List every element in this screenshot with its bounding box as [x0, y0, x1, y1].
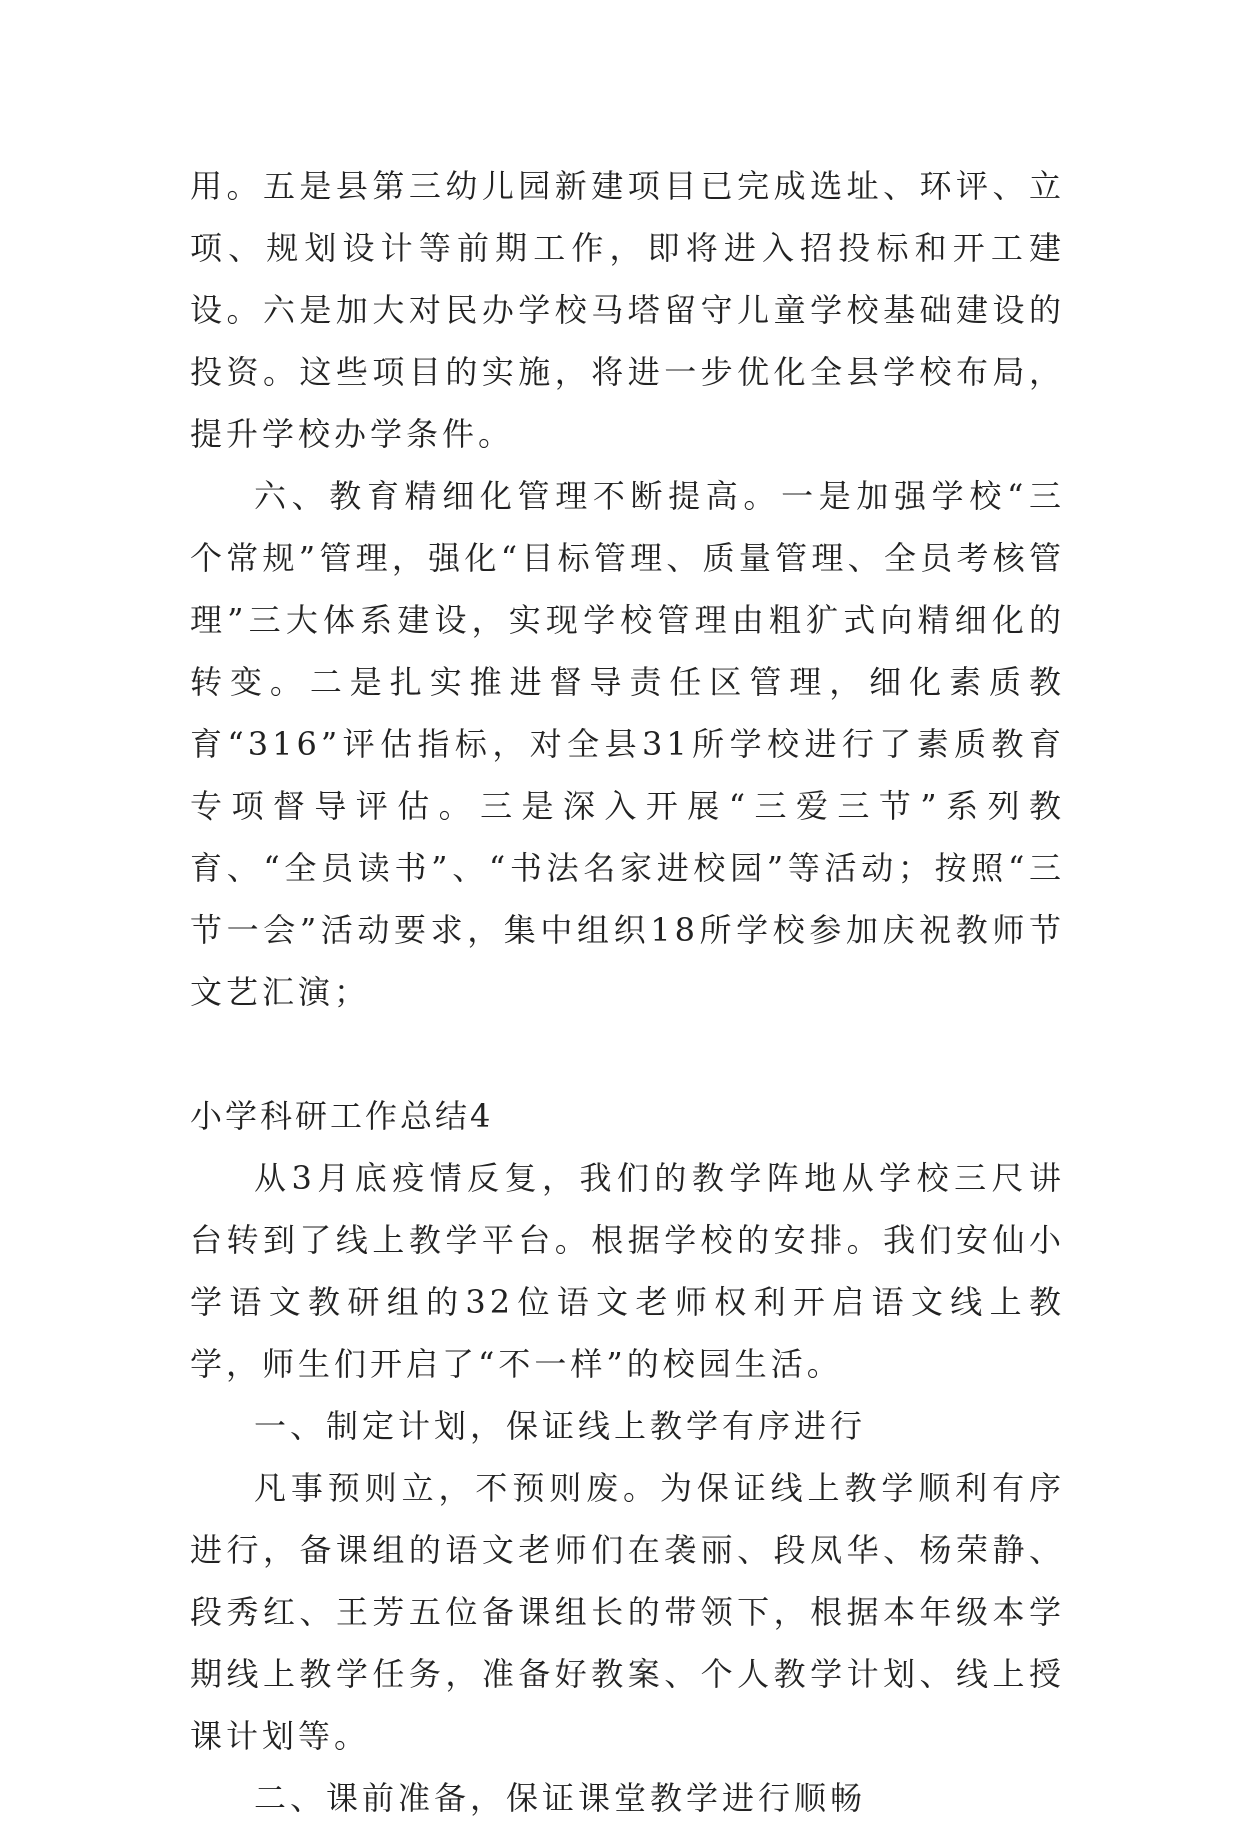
document-body [190, 155, 1065, 1829]
heading-two: 二、课前准备，保证课堂教学进行顺畅 [254, 1779, 867, 1817]
intro-paragraph: 从3月底疫情反复，我们的教学阵地从学校三尺讲台转到了线上教学平台。根据学校的安排。我们安仙小学语文教研组的32位语文老师权利开启语文线上教学，师生们开启了“不一样”的校园生活。 [190, 1159, 1065, 1383]
continuation-paragraph: 用。五是县第三幼儿园新建项目已完成选址、环评、立项、规划设计等前期工作，即将进入招投标和开工建设。六是加大对民办学校马塔留守儿童学校基础建设的投资。这些项目的实施，将进一步优化全县学校布局，提升学校办学条件。 [190, 167, 1065, 453]
paragraph-six: 六、教育精细化管理不断提高。一是加强学校“三个常规”管理，强化“目标管理、质量管理、全员考核管理”三大体系建设，实现学校管理由粗犷式向精细化的转变。二是扎实推进督导责任区管理，细化素质教育“316”评估指标，对全县31所学校进行了素质教育专项督导评估。三是深入开展“三爱三节”系列教育、“全员读书”、“书法名家进校园”等活动；按照“三节一会”活动要求，集中组织18所学校参加庆祝教师节文艺汇演； [190, 477, 1065, 1011]
heading-one: 一、制定计划，保证线上教学有序进行 [254, 1407, 867, 1445]
paragraph-plan: 凡事预则立，不预则废。为保证线上教学顺利有序进行，备课组的语文老师们在袭丽、段凤华、杨荣静、段秀红、王芳五位备课组长的带领下，根据本年级本学期线上教学任务，准备好教案、个人教学计划、线上授课计划等。 [190, 1469, 1065, 1755]
section-title: 小学科研工作总结4 [190, 1097, 494, 1135]
